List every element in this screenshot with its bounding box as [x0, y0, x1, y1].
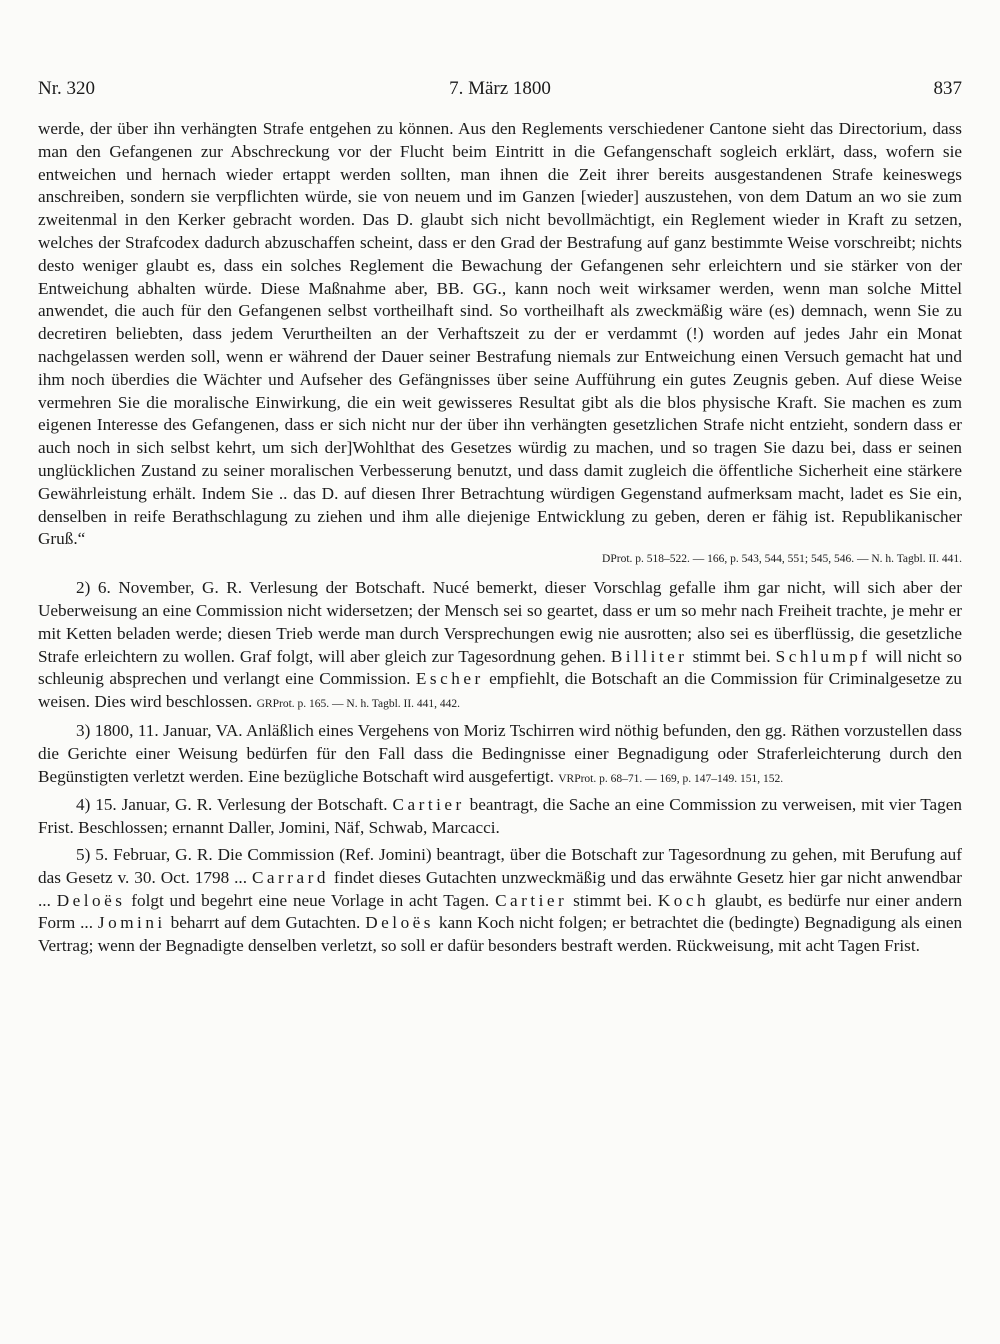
page-number: 837	[933, 78, 962, 99]
header-date: 7. März 1800	[449, 78, 551, 99]
section-2-text: stimmt bei.	[692, 646, 771, 666]
section-5-text: kann Koch nicht folgen; er betrachtet die (bedingte) Begnadigung als einen Vertrag; wenn der Begnadigte denselben verletzt, so soll er dafür besonders bestraft werden. Rückweisung, mit acht Tagen Frist.	[38, 913, 963, 956]
speaker-name: Cartier	[495, 890, 568, 910]
speaker-name: Deloës	[365, 913, 434, 933]
speaker-name: Cartier	[392, 795, 465, 815]
section-2-text: will nicht so schleunig absprechen und verlangt eine Commission.	[38, 646, 962, 689]
speaker-name: Koch	[657, 890, 710, 910]
speaker-name: Billiter	[610, 646, 688, 666]
speaker-name: Escher	[415, 669, 484, 689]
section-5-text: folgt und begehrt eine neue Vorlage in acht Tagen.	[131, 890, 490, 910]
document-body	[38, 118, 962, 958]
section-5-text: findet dieses Gutachten unzweckmäßig und das erwähnte Gesetz hier gar nicht anwendbar ...	[38, 867, 963, 910]
section-2-text: empfiehlt, die Botschaft an die Commission für Criminalgesetze zu weisen. Dies wird beschlossen.	[38, 669, 962, 712]
section-4-text: beantragt, die Sache an eine Commission zu verweisen, mit vier Tagen Frist. Beschlossen; ernannt Daller, Jomini, Näf, Schwab, Marcacci.	[38, 795, 962, 838]
section-5-text: beharrt auf dem Gutachten.	[170, 913, 361, 933]
source-reference: VRProt. p. 68–71. — 169, p. 147–149. 151, 152.	[558, 772, 784, 785]
section-5	[38, 844, 962, 958]
section-4-text: 4) 15. Januar, G. R. Verlesung der Botschaft.	[76, 795, 388, 815]
document-number: Nr. 320	[38, 78, 95, 99]
page-header	[38, 78, 962, 104]
speaker-name: Schlumpf	[775, 646, 871, 666]
speaker-name: Jomini	[97, 913, 166, 933]
section-2-text: 2) 6. November, G. R. Verlesung der Botschaft. Nucé bemerkt, dieser Vorschlag gefalle ihm gar nicht, will sich aber der Ueberweisung an eine Commission nicht widersetzen; der Mensch sei so geartet, dass er um so mehr nach Freiheit trachte, je mehr er mit Ketten beladen werde; diesen Trieb werde man durch Versprechungen ewig nie ausrotten; also sei es überflüssig, die gesetzliche Strafe erleichtern zu wollen. Graf folgt, will aber gleich zur Tagesordnung gehen.	[38, 578, 962, 666]
section-4	[38, 794, 962, 840]
section-5-text: stimmt bei.	[573, 890, 652, 910]
section-2	[38, 577, 962, 716]
source-reference: DProt. p. 518–522. — 166, p. 543, 544, 551; 545, 546. — N. h. Tagbl. II. 441.	[602, 553, 962, 566]
speaker-name: Carrard	[251, 867, 329, 887]
section-3	[38, 720, 962, 790]
section-3-text: 3) 1800, 11. Januar, VA. Anläßlich eines Vergehens von Moriz Tschirren wird nöthig befunden, den gg. Räthen vorzustellen dass die Gerichte einer Weisung bedürfen für den Fall dass die Bedingnisse einer Begnadigung oder Straferleichterung durch den Begünstigten verletzt werden. Eine bezügliche Botschaft wird ausgefertigt.	[38, 720, 962, 786]
section-5-text: 5) 5. Februar, G. R. Die Commission (Ref. Jomini) beantragt, über die Botschaft zur Tagesordnung zu gehen, mit Berufung auf das Gesetz v. 30. Oct. 1798 ...	[38, 844, 962, 887]
section-5-text: glaubt, es bedürfe nur einer andern Form ...	[38, 890, 963, 933]
speaker-name: Deloës	[56, 890, 126, 910]
source-reference: GRProt. p. 165. — N. h. Tagbl. II. 441, 442.	[256, 698, 461, 711]
message-continuation-paragraph: werde, der über ihn verhängten Strafe entgehen zu können. Aus den Reglements verschiedener Cantone sieht das Directorium, dass man den Gefangenen zur Abschreckung vor der Flucht beim Eintritt in die Gefangenschaft sogleich erklärt, dass, wofern sie entweichen und hernach wieder ertappt werden sollten, man ihnen die Zeit ihrer bereits ausgestandenen Strafe keineswegs anschreiben, sondern sie verpflichten würde, sie von neuem und im Ganzen [wieder] auszustehen, von dem Datum an wo sie zum zweitenmal in den Kerker gebracht worden. Das D. glaubt sich nicht bevollmächtigt, ein Reglement wieder in Kraft zu setzen, welches der Strafcodex dadurch abzuschaffen scheint, dass er den Grad der Bestrafung auf ganz bestimmte Weise vorschreibt; nichts desto weniger glaubt es, dass ein solches Reglement die Bewachung der Gefangenen sehr erleichtern und sie stärker von der Entweichung abhalten würde. Diese Maßnahme aber, BB. GG., kann noch weit wirksamer werden, wenn man solche Mittel anwendet, die auch für den Gefangenen selbst vortheilhaft sind. So vortheilhaft als zweckmäßig wäre (es) demnach, wenn Sie zu decretiren beliebten, dass jedem Verurtheilten an der Verhaftszeit zu der er verdammt (!) worden auf jedes Jahr ein Monat nachgelassen werden soll, wenn er während der Dauer seiner Bestrafung niemals zur Entweichung einen Versuch gemacht hat und ihm noch überdies die Wächter und Aufseher des Gefängnisses über seine Aufführung ein gutes Zeugnis geben. Auf diese Weise vermehren Sie die moralische Einwirkung, die ein weit gewisseres Resultat gibt als die blos physische Kraft. Sie machen es zum eigenen Interesse des Gefangenen, dass er sich nicht nur der über ihn verhängten gesetzlichen Strafe nicht entzieht, sondern dass er auch noch in sich selbst kehrt, um sich der]Wohlthat des Gesetzes würdig zu machen, und so tragen Sie dazu bei, dass er seinen unglücklichen Zustand zu seiner moralischen Verbesserung benutzt, und dass damit zugleich die öffentliche Sicherheit eine stärkere Gewährleistung erhält. Indem Sie .. das D. auf diesen Ihrer Betrachtung würdigen Gegenstand aufmerksam macht, ladet es Sie ein, denselben in reife Berathschlagung zu ziehen und ihm alle diejenige Entwicklung zu geben, deren er fähig ist. Republikanischer Gruß.“	[38, 119, 962, 549]
